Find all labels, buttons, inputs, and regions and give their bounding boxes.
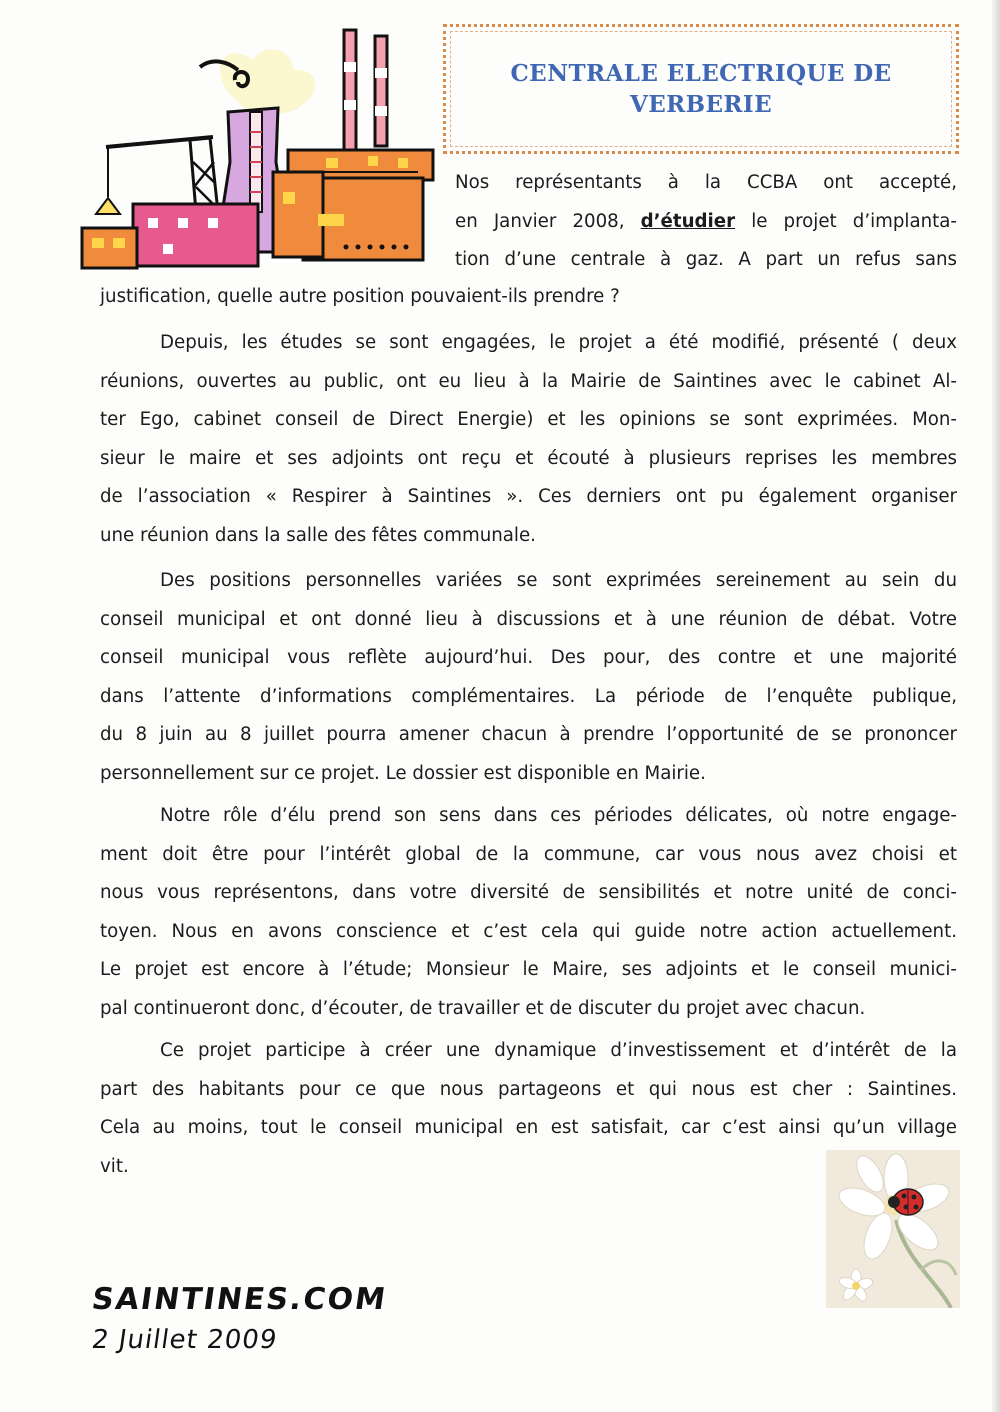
text-line: Ce projet participe à créer une dynamique d’investissement et d’intérêt de la xyxy=(160,1040,957,1061)
intro-line-3: tion d’une centrale à gaz. A part un refus sans xyxy=(455,249,957,271)
text-line: Cela au moins, tout le conseil municipal en est satisfait, car c’est ainsi qu’un village xyxy=(100,1117,957,1139)
handwritten-date: 2 Juillet 2009 xyxy=(89,1325,280,1355)
text-line: sieur le maire et ses adjoints ont reçu et écouté à plusieurs reprises les membres xyxy=(100,447,957,469)
paragraph-2 xyxy=(100,324,957,556)
intro-line-4: justification, quelle autre position pouvaient-ils prendre ? xyxy=(100,286,620,307)
handwritten-site: SAINTINES.COM xyxy=(89,1282,390,1317)
page-edge xyxy=(992,0,1000,1412)
text-line: Le projet est encore à l’étude; Monsieur le Maire, ses adjoints et le conseil munici- xyxy=(100,959,957,981)
text-line: toyen. Nous en avons conscience et c’est cela qui guide notre action actuellement. xyxy=(100,920,957,942)
intro-emphasis: d’étudier xyxy=(640,210,736,232)
intro-paragraph-end xyxy=(100,278,957,317)
handwritten-note xyxy=(89,1280,390,1360)
intro-line-2-start: en Janvier 2008, xyxy=(455,210,625,232)
text-line: du 8 juin au 8 juillet pourra amener chacun à prendre l’opportunité de se prononcer xyxy=(100,724,957,746)
text-line: Des positions personnelles variées se sont exprimées sereinement au sein du xyxy=(160,570,957,591)
intro-line-1: Nos représentants à la CCBA ont accepté, xyxy=(455,172,957,193)
text-line: une réunion dans la salle des fêtes communale. xyxy=(100,524,536,546)
text-line: Depuis, les études se sont engagées, le projet a été modifié, présenté ( deux xyxy=(160,332,957,353)
title-frame xyxy=(443,24,959,154)
paragraph-3 xyxy=(100,562,957,794)
text-line: de l’association « Respirer à Saintines ». Ces derniers ont pu également organiser xyxy=(100,486,957,508)
paragraph-4 xyxy=(100,797,957,1029)
text-line: nous vous représentons, dans votre diversité de sensibilités et notre unité de conci- xyxy=(100,882,957,904)
text-line: réunions, ouvertes au public, ont eu lieu à la Mairie de Saintines avec le cabinet Al- xyxy=(100,370,957,392)
text-line: part des habitants pour ce que nous partageons et qui nous est cher : Saintines. xyxy=(100,1078,957,1100)
intro-line-2-end: le projet d’implanta- xyxy=(751,210,957,232)
power-plant-illustration xyxy=(78,22,438,277)
text-line: pal continueront donc, d’écouter, de travailler et de discuter du projet avec chacun. xyxy=(100,997,866,1019)
page-title-line-1: CENTRALE ELECTRIQUE DE xyxy=(510,60,892,87)
intro-paragraph xyxy=(455,164,957,280)
text-line: conseil municipal vous reflète aujourd’hui. Des pour, des contre et une majorité xyxy=(100,647,957,669)
text-line: vit. xyxy=(100,1155,129,1177)
page-title-line-2: VERBERIE xyxy=(629,91,773,118)
text-line: ment doit être pour l’intérêt global de la commune, car vous nous avez choisi et xyxy=(100,843,957,865)
text-line: conseil municipal et ont donné lieu à discussions et à une réunion de débat. Votre xyxy=(100,608,957,630)
text-line: Notre rôle d’élu prend son sens dans ces périodes délicates, où notre engage- xyxy=(160,805,957,826)
text-line: personnellement sur ce projet. Le dossier est disponible en Mairie. xyxy=(100,762,706,784)
intro-line-2 xyxy=(455,203,957,242)
text-line: dans l’attente d’informations complémentaires. La période de l’enquête publique, xyxy=(100,685,957,707)
text-line: ter Ego, cabinet conseil de Direct Energie) et les opinions se sont exprimées. Mon- xyxy=(100,409,957,431)
daisy-ladybug-illustration xyxy=(826,1150,960,1308)
